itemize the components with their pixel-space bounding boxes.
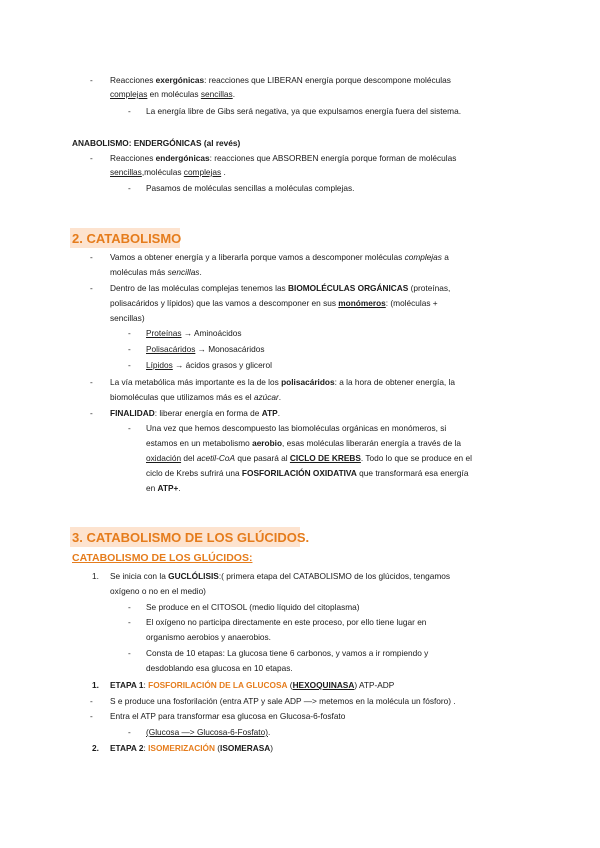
acetil-coa-term: acetil-CoA	[196, 453, 236, 463]
finalidad-term: FINALIDAD	[110, 408, 155, 418]
text: Dentro de las moléculas complejas tenemos las	[110, 283, 289, 293]
sencillas-term: sencillas	[110, 167, 142, 177]
text: .	[277, 408, 281, 418]
text: Reacciones	[110, 75, 156, 85]
text: .	[178, 483, 181, 493]
text: (proteínas,	[408, 283, 451, 293]
bullet-dash: -	[128, 360, 131, 370]
text: Vamos a obtener energía y a liberarla porque vamos a descomponer moléculas	[110, 252, 405, 262]
ciclo-krebs-term: CICLO DE KREBS	[289, 453, 361, 463]
text: a	[441, 252, 449, 262]
fosforilacion-term: FOSFORILACIÓN OXIDATIVA	[241, 468, 357, 478]
fosforilacion-glucosa-term: FOSFORILACIÓN DE LA GLUCOSA	[148, 680, 288, 690]
text: :	[143, 680, 149, 690]
etapa-2-title	[110, 743, 273, 754]
text: )	[270, 743, 274, 753]
exergonic-line-1	[110, 75, 451, 86]
bullet-dash: -	[90, 75, 93, 85]
bullet-dash: -	[90, 696, 93, 706]
oxigeno-note-2: organismo aerobios y anaerobios.	[146, 632, 271, 642]
polisacaridos-term: Polisacáridos	[146, 344, 196, 354]
complejas-term: complejas	[110, 89, 148, 99]
catabolismo-line-10	[110, 392, 281, 403]
bullet-dash: -	[90, 153, 93, 163]
text: , esas moléculas liberarán energía a través de la	[282, 438, 461, 448]
catabolismo-line-2	[110, 267, 202, 278]
bullet-dash: -	[128, 106, 131, 116]
bullet-dash: -	[128, 183, 131, 193]
monomeros-term: monómeros	[338, 298, 386, 308]
exergonicas-term: exergónicas	[155, 75, 205, 85]
bullet-dash: -	[128, 602, 131, 612]
atp-term: ATP+	[157, 483, 179, 493]
text: → ácidos grasos y glicerol	[172, 360, 272, 370]
glucolisis-term: GUCLÓLISIS	[168, 571, 219, 581]
gibbs-note: La energía libre de Gibs será negativa, ya que expulsamos energía fuera del sistema.	[146, 106, 462, 116]
catabolismo-line-1	[110, 252, 449, 263]
bullet-dash: -	[90, 408, 93, 418]
text: :	[143, 743, 149, 753]
isomerasa-term: ISOMERASA	[220, 743, 271, 753]
anabolismo-heading: ANABOLISMO: ENDERGÓNICAS (al revés)	[72, 138, 241, 148]
list-number: 1.	[92, 571, 99, 581]
polisacaridos-term: polisacáridos	[281, 377, 335, 387]
text: .	[278, 392, 282, 402]
etapa-1-detail-1: S e produce una fosforilación (entra ATP y sale ADP —> metemos en la molécula un fósforo) .	[110, 696, 456, 706]
bullet-dash: -	[128, 727, 131, 737]
bullet-dash: -	[90, 377, 93, 387]
finalidad-line	[110, 408, 280, 419]
etapas-note-2: desdoblando esa glucosa en 10 etapas.	[146, 663, 293, 673]
bullet-dash: -	[90, 711, 93, 721]
bullet-dash: -	[128, 344, 131, 354]
aerobio-term: aerobio	[252, 438, 283, 448]
text: : liberar energía en forma de	[154, 408, 262, 418]
text: Se inicia con la	[110, 571, 169, 581]
oxigeno-note-1: El oxígeno no participa directamente en este proceso, por ello tiene lugar en	[146, 617, 427, 627]
anabolismo-note: Pasamos de moléculas sencillas a moléculas complejas.	[146, 183, 355, 193]
text: .	[221, 167, 226, 177]
text: en	[146, 483, 158, 493]
text: del	[181, 453, 197, 463]
exergonic-line-2	[110, 89, 235, 100]
oxidacion-term: oxidación	[146, 453, 182, 463]
text: : reacciones que ABSORBEN energía porque forman de moléculas	[209, 153, 457, 163]
etapa-1-label: ETAPA 1	[110, 680, 144, 690]
text: → Monosacáridos	[195, 344, 265, 354]
list-number: 1.	[92, 680, 99, 690]
list-number: 2.	[92, 743, 99, 753]
sencillas-term: sencillas	[200, 89, 233, 99]
text: que transformará esa energía	[356, 468, 469, 478]
glucosa-6-fosfato-term: (Glucosa —> Glucosa-6-Fosfato)	[146, 727, 268, 737]
glucidos-subheading: CATABOLISMO DE LOS GLÚCIDOS:	[72, 552, 253, 564]
text: Reacciones	[110, 153, 156, 163]
etapas-note-1: Consta de 10 etapas: La glucosa tiene 6 carbonos, y vamos a ir rompiendo y	[146, 648, 429, 658]
bullet-dash: -	[128, 423, 131, 433]
hexoquinasa-term: HEXOQUINASA	[292, 680, 355, 690]
catabolismo-line-4	[110, 298, 438, 309]
complejas-term: complejas	[404, 252, 442, 262]
catabolismo-line-3	[110, 283, 450, 294]
bullet-dash: -	[128, 328, 131, 338]
etapa-1-detail-2: Entra el ATP para transformar esa glucosa en Glucosa-6-fosfato	[110, 711, 346, 721]
etapa-2-label: ETAPA 2	[110, 743, 144, 753]
proteinas-item	[146, 328, 241, 339]
finalidad-detail-3	[146, 453, 472, 464]
glucolisis-line-2: oxígeno o no en el medio)	[110, 586, 206, 596]
lipidos-item	[146, 360, 272, 371]
proteinas-term: Proteínas	[146, 328, 182, 338]
finalidad-detail-1: Una vez que hemos descompuesto las biomoléculas orgánicas en monómeros, si	[146, 423, 447, 433]
catabolismo-line-9	[110, 377, 455, 388]
text: que pasará al	[235, 453, 290, 463]
glucolisis-line-1	[110, 571, 450, 582]
text: (	[287, 680, 293, 690]
azucar-term: azúcar	[253, 392, 279, 402]
polisacaridos-item	[146, 344, 265, 355]
text: estamos en un metabolismo	[146, 438, 253, 448]
text: .	[232, 89, 235, 99]
etapa-1-detail-3	[146, 727, 270, 738]
text: ,moléculas	[141, 167, 184, 177]
bullet-dash: -	[90, 283, 93, 293]
text: → Aminoácidos	[181, 328, 242, 338]
text: (	[214, 743, 221, 753]
sencillas-term: sencillas	[167, 267, 200, 277]
text: en moléculas	[147, 89, 201, 99]
biomoleculas-term: BIOMOLÉCULAS ORGÁNICAS	[288, 283, 409, 293]
lipidos-term: Lípidos	[146, 360, 173, 370]
text: ciclo de Krebs sufrirá una	[146, 468, 242, 478]
text: ) ATP-ADP	[354, 680, 395, 690]
text: polisacáridos y lípidos) que las vamos a descomponer en sus	[110, 298, 339, 308]
text: La vía metabólica más importante es la de los	[110, 377, 282, 387]
glucidos-heading: 3. CATABOLISMO DE LOS GLÚCIDOS.	[72, 530, 310, 545]
text: . Todo lo que se produce en el	[360, 453, 472, 463]
text: .	[267, 727, 271, 737]
text: moléculas más	[110, 267, 168, 277]
endergonic-line-1	[110, 153, 456, 164]
bullet-dash: -	[90, 252, 93, 262]
bullet-dash: -	[128, 617, 131, 627]
endergonicas-term: endergónicas	[155, 153, 210, 163]
citosol-note: Se produce en el CITOSOL (medio líquido del citoplasma)	[146, 602, 360, 612]
complejas-term: complejas	[183, 167, 222, 177]
text: .	[199, 267, 202, 277]
endergonic-line-2	[110, 167, 226, 178]
text: : (moléculas +	[385, 298, 438, 308]
text: : a la hora de obtener energía, la	[334, 377, 455, 387]
finalidad-detail-2	[146, 438, 461, 449]
text: :( primera etapa del CATABOLISMO de los glúcidos, tengamos	[218, 571, 451, 581]
isomerizacion-term: ISOMERIZACIÓN	[148, 743, 215, 753]
text: : reacciones que LIBERAN energía porque descompone moléculas	[204, 75, 451, 85]
atp-term: ATP	[261, 408, 278, 418]
catabolismo-heading: 2. CATABOLISMO	[72, 231, 182, 246]
text: biomoléculas que utilizamos más es el	[110, 392, 254, 402]
finalidad-detail-4	[146, 468, 468, 479]
catabolismo-line-5: sencillas)	[110, 313, 145, 323]
bullet-dash: -	[128, 648, 131, 658]
finalidad-detail-5	[146, 483, 181, 494]
etapa-1-title	[110, 680, 394, 691]
